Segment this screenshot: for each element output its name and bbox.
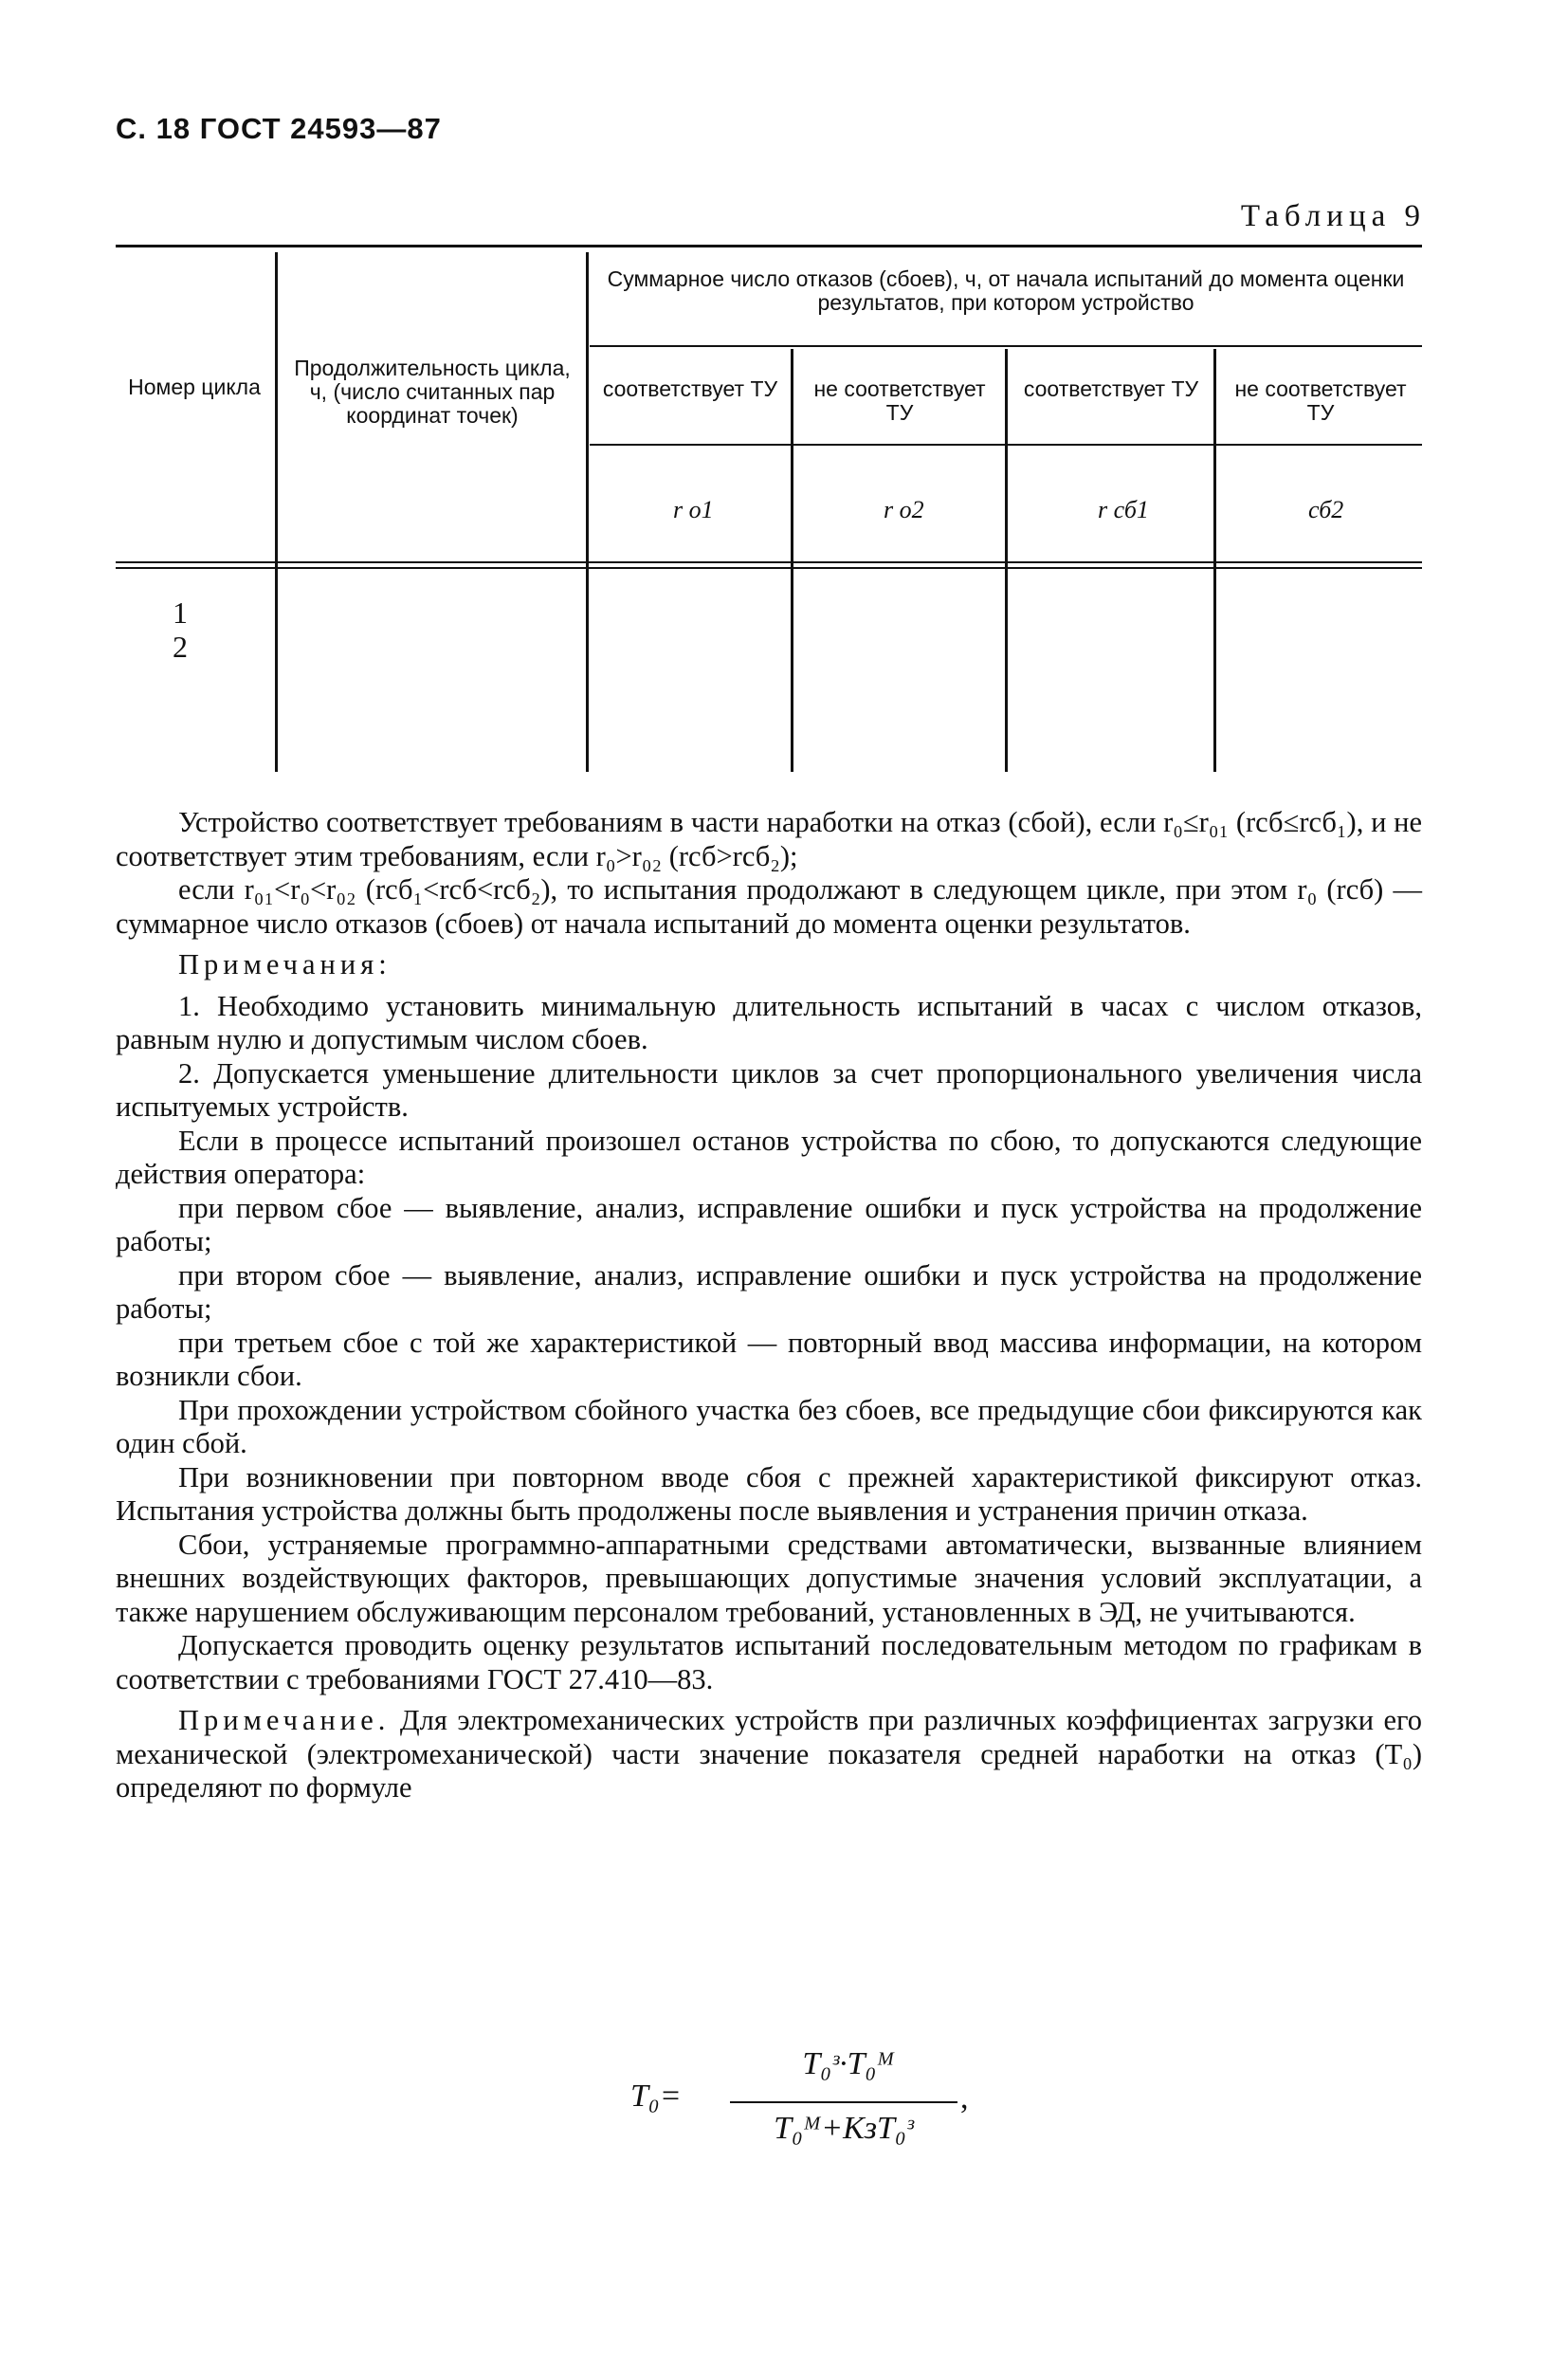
subheader-not-complies-2: не соответствует ТУ: [1234, 376, 1407, 425]
results-table: [116, 245, 1422, 776]
row-number-2: 2: [173, 630, 188, 664]
note-pass-section: При прохождении устройством сбойного участка без сбоев, все предыдущие сбои фиксируются как один сбой.: [116, 1393, 1422, 1459]
note-third-fault: при третьем сбое с той же характеристикой — повторный ввод массива информации, на котором возникли сбои.: [116, 1326, 1422, 1392]
formula: [630, 2046, 972, 2160]
group-header-rule: [590, 345, 1422, 347]
note-stop-on-fault: Если в процессе испытаний произошел останов устройства по сбою, то допускаются следующие действия оператора:: [116, 1124, 1422, 1190]
note-1: 1. Необходимо установить минимальную длительность испытаний в часах с числом отказов, равным нулю и допустимым числом сбоев.: [116, 989, 1422, 1055]
formula-numerator: T₀ᵌ·T₀ᴹ: [802, 2046, 895, 2081]
notes-title: Примечания:: [178, 948, 392, 980]
formula-fraction-bar: [730, 2101, 957, 2103]
symbol-r-sb1: r сб1: [1098, 496, 1149, 523]
note-sequential-method: Допускается проводить оценку результатов испытаний последовательным методом по графикам в соответствии с требованиями ГОСТ 27.410—83.: [116, 1629, 1422, 1695]
note-text: Для электромеханических устройств при различных коэффициентах загрузки его механической (электромеханической) части значение показателя средней наработки на отказ (T₀) определяют по формуле: [116, 1704, 1423, 1804]
note-auto-fixed: Сбои, устраняемые программно-аппаратными средствами автоматически, вызванные влиянием внешних воздействующих факторов, превышающих допустимые значения условий эксплуатации, а также нарушением обслуживающим персоналом требований, установленных в ЭД, не учитываются.: [116, 1528, 1422, 1628]
formula-denominator: T₀ᴹ+KзT₀ᵌ: [774, 2111, 914, 2146]
symbol-r-o1: r o1: [673, 496, 714, 523]
note-repeat-fault: При возникновении при повторном вводе сбоя с прежней характеристикой фиксируют отказ. Испытания устройства должны быть продолжены после выявления и устранения причин отказа.: [116, 1460, 1422, 1527]
header-total-failures: Суммарное число отказов (сбоев), ч, от начала испытаний до момента оценки результатов, при котором устройство: [607, 266, 1405, 315]
col-divider-1: [275, 252, 278, 772]
table-header-rule-2: [116, 567, 1422, 569]
col-divider-4: [1005, 349, 1008, 772]
body-text: [116, 806, 1422, 1805]
note-first-fault: при первом сбое — выявление, анализ, исправление ошибки и пуск устройства на продолжение работы;: [116, 1191, 1422, 1257]
subheader-rule: [590, 444, 1422, 446]
col-divider-2: [586, 252, 589, 772]
col-divider-3: [791, 349, 793, 772]
table-top-rule: [116, 245, 1422, 247]
header-cycle-duration: Продолжительность цикла, ч, (число считанных пар координат точек): [294, 356, 571, 428]
symbol-sb2: сб2: [1308, 496, 1344, 523]
header-cycle-number: Номер цикла: [128, 375, 261, 399]
table-caption: Таблица 9: [1240, 199, 1426, 233]
note-label: Примечание.: [178, 1704, 391, 1736]
table-header-rule: [116, 561, 1422, 563]
subheader-complies-2: соответствует ТУ: [1023, 376, 1199, 401]
col-divider-5: [1213, 349, 1216, 772]
symbol-r-o2: r o2: [884, 496, 924, 523]
page-header: С. 18 ГОСТ 24593—87: [116, 112, 442, 145]
formula-comma: ,: [960, 2080, 969, 2116]
paragraph-compliance: Устройство соответствует требованиям в части наработки на отказ (сбой), если r₀≤r₀₁ (rсб≤rсб₁), и не соответствует этим требованиям, если r₀>r₀₂ (rсб>rсб₂);: [116, 806, 1422, 872]
paragraph-continue: если r₀₁<r₀<r₀₂ (rсб₁<rсб<rсб₂), то испытания продолжают в следующем цикле, при этом r₀ (rсб) — суммарное число отказов (сбоев) от начала испытаний до момента оценки результатов.: [116, 873, 1422, 940]
subheader-complies-1: соответствует ТУ: [602, 376, 778, 401]
row-number-1: 1: [173, 595, 188, 630]
note-second-fault: при втором сбое — выявление, анализ, исправление ошибки и пуск устройства на продолжение работы;: [116, 1258, 1422, 1325]
note-2: 2. Допускается уменьшение длительности циклов за счет пропорционального увеличения числа испытуемых устройств.: [116, 1056, 1422, 1123]
formula-lhs: T₀=: [630, 2079, 682, 2114]
note-formula-intro: [116, 1704, 1422, 1805]
subheader-not-complies-1: не соответствует ТУ: [813, 376, 986, 425]
